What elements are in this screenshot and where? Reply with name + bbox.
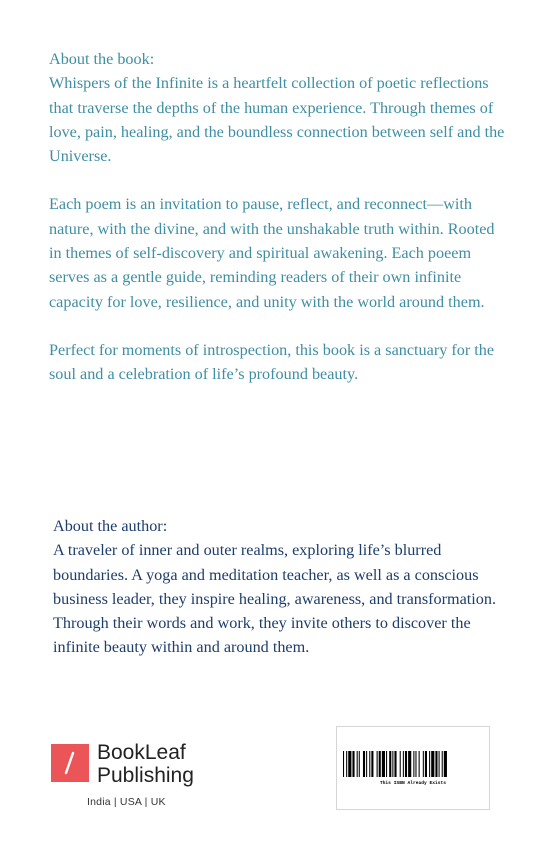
about-book-section bbox=[49, 47, 509, 411]
about-book-paragraph: Whispers of the Infinite is a heartfelt collection of poetic reflections that traverse the depths of the human experience. Through themes of love, pain, healing, and the boundless connection between self and the Universe. bbox=[49, 74, 505, 166]
publisher-logo bbox=[51, 741, 211, 814]
publisher-name-line2: Publishing bbox=[97, 764, 194, 787]
about-author-section bbox=[53, 514, 503, 660]
about-book-paragraph: Perfect for moments of introspection, this book is a sanctuary for the soul and a celebration of life’s profound beauty. bbox=[49, 340, 495, 384]
about-book-paragraph: Each poem is an invitation to pause, reflect, and reconnect—with nature, with the divine, and with the unshakable truth within. Rooted in themes of self-discovery and spiritual awakening. Each poeem serves as a gentle guide, reminding readers of their own infinite capacity for love, resilience, and unity with the world around them. bbox=[49, 195, 495, 311]
barcode-icon bbox=[341, 751, 485, 779]
about-author-body: A traveler of inner and outer realms, exploring life’s blurred boundaries. A yoga and meditation teacher, as well as a conscious business leader, they inspire healing, awareness, and transformation. Through their words and work, they invite others to discover the infinite beauty within and around them. bbox=[53, 541, 497, 657]
publisher-name-line1: BookLeaf bbox=[97, 741, 186, 764]
isbn-barcode bbox=[336, 726, 490, 810]
about-author-heading: About the author: bbox=[53, 517, 168, 535]
publisher-regions: India | USA | UK bbox=[87, 796, 166, 808]
slash-logo-icon bbox=[51, 744, 89, 782]
publisher-name bbox=[97, 741, 194, 787]
about-book-heading: About the book: bbox=[49, 50, 155, 68]
barcode-caption: This ISBN Already Exists bbox=[379, 781, 447, 786]
